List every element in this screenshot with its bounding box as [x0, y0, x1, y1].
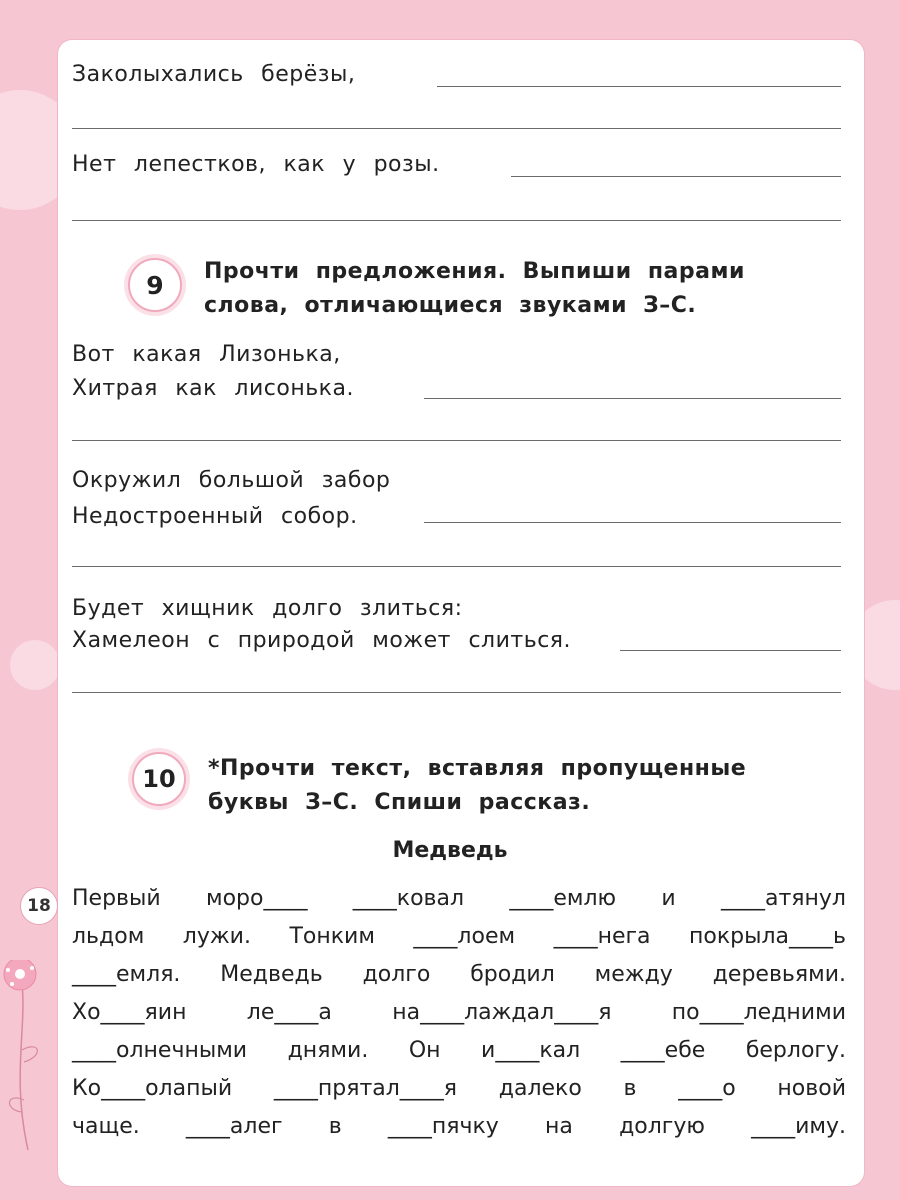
story-text [72, 880, 846, 1146]
story-line: Первый моро____ ____ковал ____емлю и ____атянул [72, 886, 846, 911]
task-instruction-line: слова, отличающиеся звуками З–С. [204, 293, 697, 318]
task-instruction [204, 255, 745, 323]
story-line: ____олнечными днями. Он и____кал ____ебе берлогу. [72, 1038, 846, 1063]
task-number-badge: 10 [132, 752, 186, 806]
poem-line: Хитрая как лисонька. [72, 376, 354, 401]
task-instruction-line: *Прочти текст, вставляя пропущенные [208, 756, 747, 781]
poem-line: Заколыхались берёзы, [72, 62, 356, 87]
flower-decoration-icon [0, 960, 58, 1160]
story-line: Ко____олапый ____прятал____я далеко в ____о новой [72, 1076, 846, 1101]
poem-line: Недостроенный собор. [72, 504, 358, 529]
poem-line: Окружил большой забор [72, 468, 391, 493]
answer-line[interactable] [72, 128, 841, 129]
poem-line: Нет лепестков, как у розы. [72, 152, 440, 177]
task-instruction-line: Прочти предложения. Выпиши парами [204, 259, 745, 284]
story-title: Медведь [392, 838, 508, 863]
task-number-badge: 9 [128, 258, 182, 312]
answer-line[interactable] [424, 522, 841, 523]
poem-line: Хамелеон с природой может слиться. [72, 628, 572, 653]
answer-line[interactable] [72, 692, 841, 693]
answer-line[interactable] [620, 650, 841, 651]
answer-line[interactable] [72, 566, 841, 567]
answer-line[interactable] [437, 86, 841, 87]
story-line: чаще. ____алег в ____пячку на долгую ____иму. [72, 1114, 846, 1139]
story-line: льдом лужи. Тонким ____лоем ____нега покрыла____ь [72, 924, 846, 949]
story-line: ____емля. Медведь долго бродил между деревьями. [72, 962, 846, 987]
poem-line: Будет хищник долго злиться: [72, 596, 463, 621]
page-number: 18 [20, 887, 58, 925]
answer-line[interactable] [72, 220, 841, 221]
background-decoration [10, 640, 60, 690]
answer-line[interactable] [424, 398, 841, 399]
poem-line: Вот какая Лизонька, [72, 342, 341, 367]
answer-line[interactable] [72, 440, 841, 441]
answer-line[interactable] [511, 176, 841, 177]
task-instruction [208, 752, 746, 820]
story-line: Хо____яин ле____а на____лаждал____я по____ледними [72, 1000, 846, 1025]
task-instruction-line: буквы З–С. Спиши рассказ. [208, 790, 591, 815]
